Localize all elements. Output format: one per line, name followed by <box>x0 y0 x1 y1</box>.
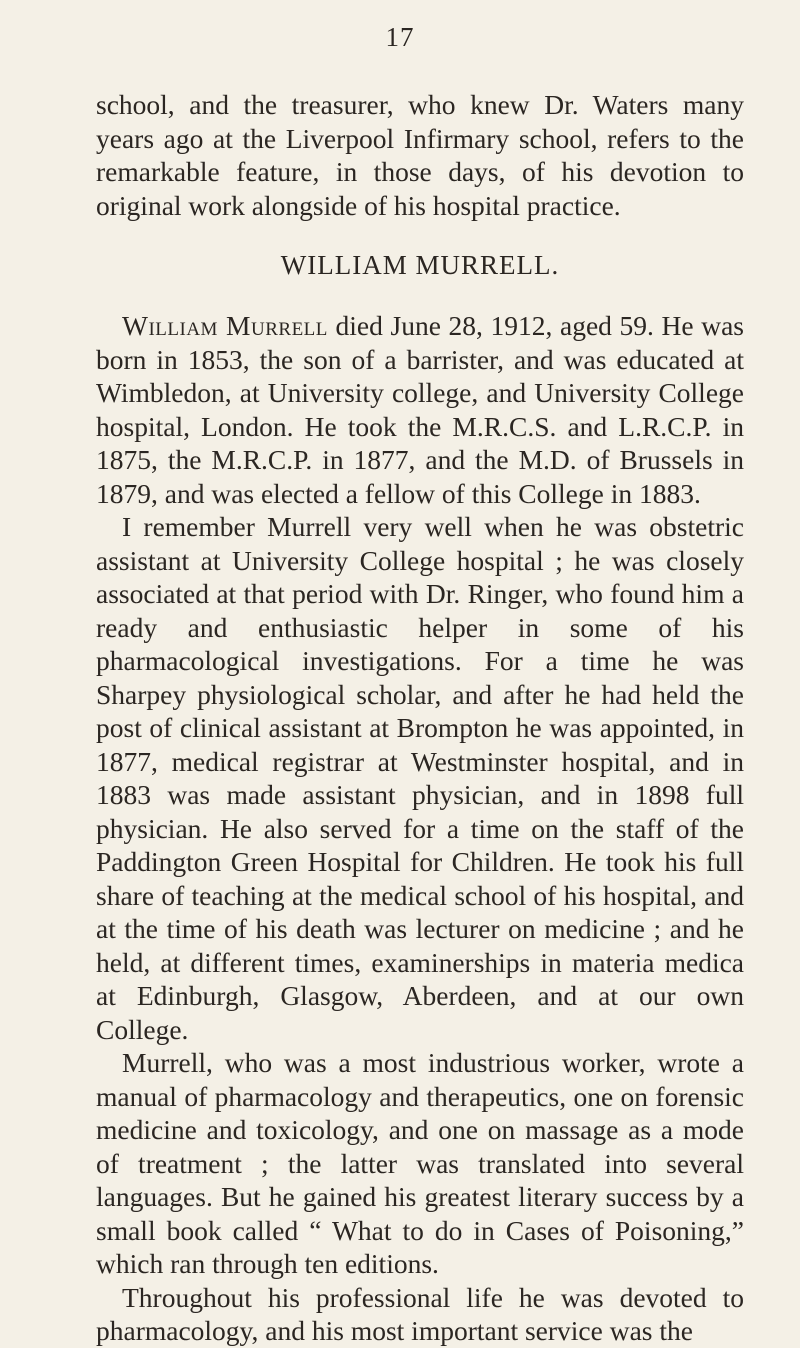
obituary-subject-name: William Murrell <box>122 310 328 341</box>
intro-paragraph: school, and the treasurer, who knew Dr. Waters many years ago at the Liverpool Infirmary school, refers to the remarkable feature, in those days, of his devotion to original work alongside of his hospital practice. <box>96 89 744 221</box>
obituary-paragraph-3: Murrell, who was a most industrious worker, wrote a manual of pharmacology and therapeutics, one on forensic medicine and toxicology, and one on massage as a mode of treatment ; the latter was translated into several languages. But he gained his greatest literary success by a small book called “ What to do in Cases of Poisoning,” which ran through ten editions. <box>96 1047 744 1279</box>
body-text <box>96 88 744 1348</box>
obituary-paragraph-4: Throughout his professional life he was devoted to pharmacology, and his most important service was the <box>96 1281 744 1346</box>
obituary-paragraph-1-text: died June 28, 1912, aged 59. He was born in 1853, the son of a barrister, and was educated at Wimbledon, at University college, and University College hospital, London. He took the M.R.C.S. and L.R.C.P. in 1875, the M.R.C.P. in 1877, and the M.D. of Brussels in 1879, and was elected a fellow of this College in 1883. <box>96 310 745 509</box>
page-number: 17 <box>385 22 415 52</box>
obituary-paragraph-1 <box>96 309 744 510</box>
obituary-paragraph-2: I remember Murrell very well when he was obstetric assistant at University College hospital ; he was closely associated at that period with Dr. Ringer, who found him a ready and enthusiastic helper in some of his pharmacological investigations. For a time he was Sharpey physiological scholar, and after he had held the post of clinical assistant at Brompton he was appointed, in 1877, medical registrar at Westminster hospital, and in 1883 was made assistant physician, and in 1898 full physician. He also served for a time on the staff of the Paddington Green Hospital for Children. He took his full share of teaching at the medical school of his hospital, and at the time of his death was lecturer on medicine ; and he held, at different times, examinerships in materia medica at Edinburgh, Glasgow, Aberdeen, and at our own College. <box>96 511 744 1045</box>
obituary-heading: WILLIAM MURRELL. <box>280 250 560 280</box>
